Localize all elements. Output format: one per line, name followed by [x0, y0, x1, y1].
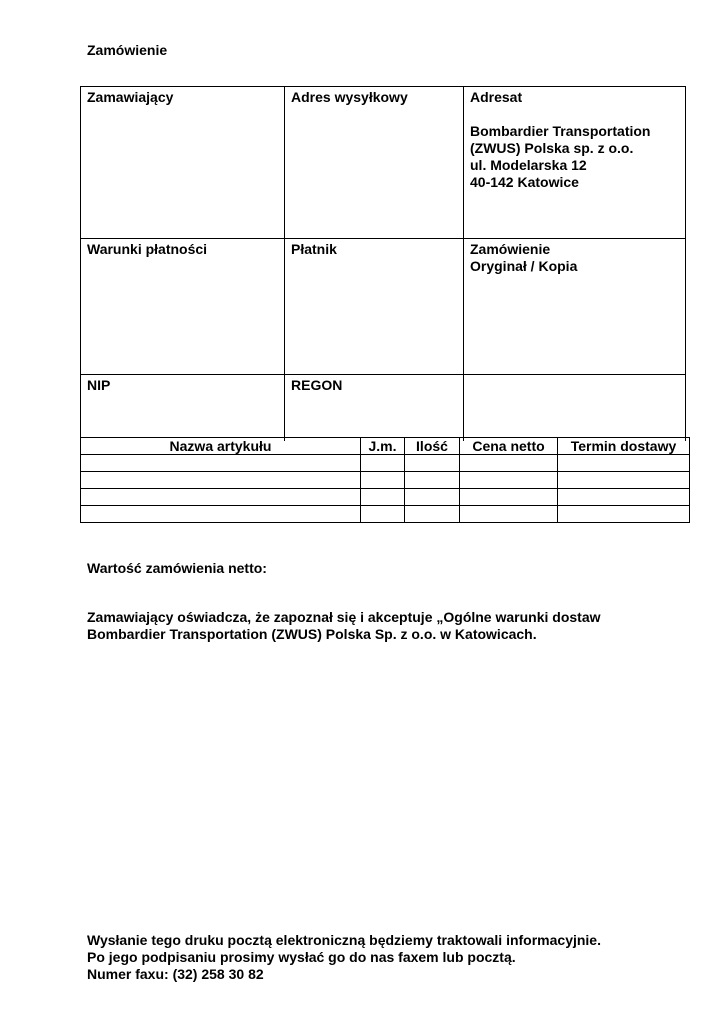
- table-cell: [558, 489, 690, 506]
- column-header-delivery-date: Termin dostawy: [558, 438, 690, 455]
- nip-label: NIP: [87, 377, 111, 393]
- shipping-address-label: Adres wysyłkowy: [291, 89, 408, 105]
- table-cell: [81, 455, 361, 472]
- table-cell: [361, 455, 405, 472]
- addressee-label: Adresat: [470, 89, 523, 105]
- document-title: Zamówienie: [87, 42, 168, 58]
- table-row: [81, 489, 690, 506]
- addressee-line: ul. Modelarska 12: [470, 157, 587, 173]
- regon-cell: [285, 375, 464, 442]
- payer-label: Płatnik: [291, 241, 337, 257]
- footer-note: [87, 932, 601, 983]
- footer-line: Numer faxu: (32) 258 30 82: [87, 966, 264, 982]
- addressee-line: 40-142 Katowice: [470, 174, 579, 190]
- items-header-row: [81, 438, 690, 455]
- addressee-line: (ZWUS) Polska sp. z o.o.: [470, 140, 634, 156]
- ordering-party-label: Zamawiający: [87, 89, 174, 105]
- regon-label: REGON: [291, 377, 343, 393]
- column-header-item-name: Nazwa artykułu: [81, 438, 361, 455]
- table-row: [81, 506, 690, 523]
- column-header-unit: J.m.: [361, 438, 405, 455]
- order-copy-value: Oryginał / Kopia: [470, 258, 578, 274]
- payment-terms-cell: [81, 239, 285, 375]
- ordering-party-cell: [81, 87, 285, 239]
- payment-terms-label: Warunki płatności: [87, 241, 208, 257]
- table-cell: [558, 472, 690, 489]
- table-cell: [81, 506, 361, 523]
- table-cell: [460, 455, 558, 472]
- nip-cell: [81, 375, 285, 442]
- net-value-label: Wartość zamówienia netto:: [87, 560, 267, 576]
- column-header-net-price: Cena netto: [460, 438, 558, 455]
- table-cell: [361, 472, 405, 489]
- declaration-line: Bombardier Transportation (ZWUS) Polska Sp. z o.o. w Katowicach.: [87, 626, 537, 642]
- table-row: [81, 455, 690, 472]
- table-cell: [81, 472, 361, 489]
- declaration-line: Zamawiający oświadcza, że zapoznał się i akceptuje „Ogólne warunki dostaw: [87, 609, 601, 625]
- addressee-cell: [464, 87, 686, 239]
- shipping-address-cell: [285, 87, 464, 239]
- payer-cell: [285, 239, 464, 375]
- table-cell: [558, 506, 690, 523]
- footer-line: Wysłanie tego druku pocztą elektroniczną będziemy traktowali informacyjnie.: [87, 932, 601, 948]
- table-cell: [405, 472, 460, 489]
- order-items-table: [80, 437, 690, 523]
- table-cell: [460, 506, 558, 523]
- table-cell: [460, 489, 558, 506]
- order-copy-cell: [464, 239, 686, 375]
- table-cell: [558, 455, 690, 472]
- table-cell: [361, 506, 405, 523]
- table-cell: [405, 506, 460, 523]
- declaration: [87, 609, 601, 643]
- addressee-line: Bombardier Transportation: [470, 123, 651, 139]
- table-cell: [460, 472, 558, 489]
- table-cell: [405, 489, 460, 506]
- empty-cell: [464, 375, 686, 442]
- table-cell: [81, 489, 361, 506]
- order-copy-label: Zamówienie: [470, 241, 551, 257]
- column-header-quantity: Ilość: [405, 438, 460, 455]
- table-row: [81, 472, 690, 489]
- table-cell: [405, 455, 460, 472]
- order-header-grid: [80, 86, 686, 441]
- footer-line: Po jego podpisaniu prosimy wysłać go do nas faxem lub pocztą.: [87, 949, 516, 965]
- table-cell: [361, 489, 405, 506]
